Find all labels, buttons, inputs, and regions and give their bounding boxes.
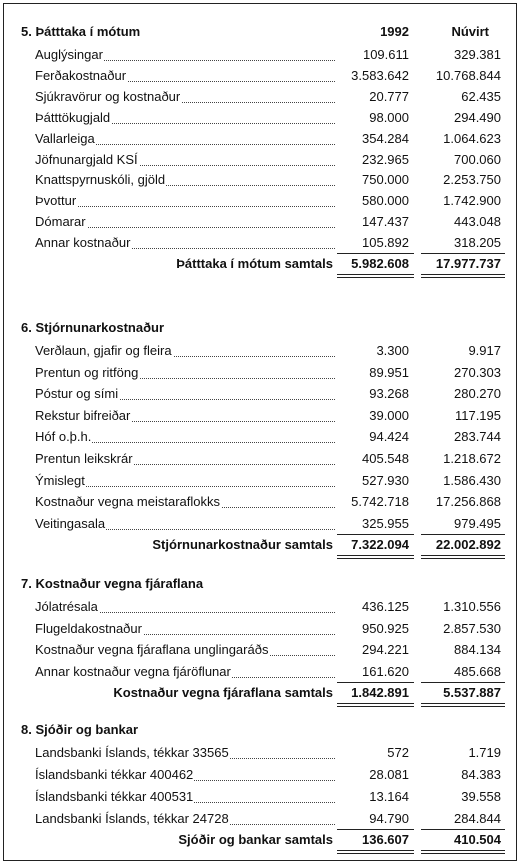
line-item-label: Flugeldakostnaður	[35, 621, 142, 636]
line-item-row	[4, 765, 516, 785]
value-current: 1.586.430	[443, 473, 501, 488]
value-1992: 89.951	[369, 365, 409, 380]
section-heading: 6. Stjórnunarkostnaður	[21, 320, 165, 335]
total-value-1992: 5.982.608	[351, 256, 409, 271]
line-item-row	[4, 108, 516, 128]
section-total-row	[4, 254, 516, 274]
line-item-label-wrap	[35, 150, 335, 170]
value-current: 270.303	[454, 365, 501, 380]
line-item-row	[4, 87, 516, 107]
total-double-rule	[421, 850, 505, 854]
value-1992: 294.221	[362, 642, 409, 657]
section-header	[4, 22, 516, 42]
line-item-label: Veitingasala	[35, 516, 106, 531]
total-double-rule	[337, 274, 414, 278]
line-item-row	[4, 492, 516, 512]
line-item-row	[4, 233, 516, 253]
value-current: 443.048	[454, 214, 501, 229]
line-item-row	[4, 640, 516, 660]
line-item-label: Landsbanki Íslands, tékkar 33565	[35, 745, 229, 760]
value-1992: 109.611	[362, 47, 409, 62]
value-1992: 572	[387, 745, 409, 760]
line-item-row	[4, 471, 516, 491]
line-item-label: Landsbanki Íslands, tékkar 24728	[35, 811, 229, 826]
total-value-current: 5.537.887	[443, 685, 501, 700]
total-value-1992: 1.842.891	[351, 685, 409, 700]
value-current: 2.253.750	[443, 172, 501, 187]
line-item-label: Dómarar	[35, 214, 86, 229]
column-header-current: Núvirt	[451, 24, 489, 39]
value-1992: 580.000	[362, 193, 409, 208]
value-current: 283.744	[454, 429, 501, 444]
line-item-row	[4, 427, 516, 447]
line-item-label: Kostnaður vegna meistaraflokks	[35, 494, 220, 509]
line-item-label: Hóf o.þ.h.	[35, 429, 92, 444]
total-double-rule	[337, 850, 414, 854]
line-item-label: Vallarleiga	[35, 131, 95, 146]
line-item-label-wrap	[35, 341, 335, 361]
line-item-row	[4, 66, 516, 86]
value-current: 62.435	[461, 89, 501, 104]
line-item-row	[4, 597, 516, 617]
value-current: 329.381	[454, 47, 501, 62]
total-double-rule	[421, 274, 505, 278]
line-item-row	[4, 363, 516, 383]
value-1992: 354.284	[362, 131, 409, 146]
line-item-row	[4, 170, 516, 190]
line-item-label-wrap	[35, 212, 335, 232]
line-item-label: Þátttökugjald	[35, 110, 111, 125]
value-current: 284.844	[454, 811, 501, 826]
total-double-rule	[421, 703, 505, 707]
dot-leader	[35, 206, 335, 207]
section-heading: 5. Þátttaka í mótum	[21, 24, 141, 39]
value-1992: 3.300	[376, 343, 409, 358]
line-item-label-wrap	[35, 787, 335, 807]
column-header-1992: 1992	[380, 24, 409, 39]
value-1992: 13.164	[369, 789, 409, 804]
value-1992: 325.955	[362, 516, 409, 531]
value-1992: 161.620	[362, 664, 409, 679]
line-item-label-wrap	[35, 449, 335, 469]
line-item-label-wrap	[35, 406, 335, 426]
line-item-label-wrap	[35, 191, 335, 211]
value-current: 280.270	[454, 386, 501, 401]
value-1992: 147.437	[362, 214, 409, 229]
line-item-label: Póstur og sími	[35, 386, 119, 401]
section-header	[4, 720, 516, 740]
total-label: Sjóðir og bankar samtals	[178, 832, 333, 847]
line-item-label-wrap	[35, 363, 335, 383]
line-item-label: Knattspyrnuskóli, gjöld	[35, 172, 166, 187]
line-item-row	[4, 406, 516, 426]
line-item-label: Sjúkravörur og kostnaður	[35, 89, 181, 104]
value-1992: 405.548	[362, 451, 409, 466]
value-1992: 105.892	[362, 235, 409, 250]
value-current: 1.719	[468, 745, 501, 760]
line-item-label-wrap	[35, 427, 335, 447]
line-item-row	[4, 129, 516, 149]
value-1992: 527.930	[362, 473, 409, 488]
value-1992: 3.583.642	[351, 68, 409, 83]
line-item-label-wrap	[35, 471, 335, 491]
line-item-label: Kostnaður vegna fjáraflana unglingaráðs	[35, 642, 269, 657]
financial-statement-table	[3, 3, 517, 861]
value-current: 39.558	[461, 789, 501, 804]
line-item-label-wrap	[35, 170, 335, 190]
section-total-row	[4, 683, 516, 703]
total-value-current: 410.504	[454, 832, 501, 847]
line-item-row	[4, 384, 516, 404]
line-item-label-wrap	[35, 45, 335, 65]
total-value-current: 22.002.892	[435, 537, 501, 552]
total-label: Stjórnunarkostnaður samtals	[152, 537, 333, 552]
value-current: 700.060	[454, 152, 501, 167]
line-item-label-wrap	[35, 492, 335, 512]
line-item-label-wrap	[35, 809, 335, 829]
line-item-label-wrap	[35, 514, 335, 534]
value-1992: 750.000	[362, 172, 409, 187]
value-1992: 94.424	[369, 429, 409, 444]
line-item-row	[4, 150, 516, 170]
line-item-row	[4, 45, 516, 65]
line-item-label-wrap	[35, 597, 335, 617]
value-1992: 39.000	[369, 408, 409, 423]
line-item-label: Ferðakostnaður	[35, 68, 127, 83]
value-current: 1.742.900	[443, 193, 501, 208]
total-double-rule	[337, 555, 414, 559]
line-item-label: Prentun leikskrár	[35, 451, 133, 466]
line-item-label: Jöfnunargjald KSÍ	[35, 152, 138, 167]
line-item-row	[4, 662, 516, 682]
value-current: 979.495	[454, 516, 501, 531]
line-item-row	[4, 341, 516, 361]
line-item-label-wrap	[35, 743, 335, 763]
total-value-current: 17.977.737	[435, 256, 501, 271]
total-value-1992: 7.322.094	[351, 537, 409, 552]
value-1992: 232.965	[362, 152, 409, 167]
line-item-label-wrap	[35, 108, 335, 128]
line-item-label: Ýmislegt	[35, 473, 85, 488]
line-item-row	[4, 449, 516, 469]
section-header	[4, 574, 516, 594]
line-item-label-wrap	[35, 87, 335, 107]
line-item-row	[4, 514, 516, 534]
value-1992: 5.742.718	[351, 494, 409, 509]
line-item-label: Annar kostnaður	[35, 235, 131, 250]
value-current: 2.857.530	[443, 621, 501, 636]
value-current: 485.668	[454, 664, 501, 679]
line-item-label: Verðlaun, gjafir og fleira	[35, 343, 172, 358]
total-double-rule	[337, 703, 414, 707]
line-item-label-wrap	[35, 384, 335, 404]
value-current: 294.490	[454, 110, 501, 125]
line-item-row	[4, 743, 516, 763]
value-current: 9.917	[468, 343, 501, 358]
section-header	[4, 318, 516, 338]
line-item-label-wrap	[35, 233, 335, 253]
value-1992: 93.268	[369, 386, 409, 401]
line-item-label-wrap	[35, 619, 335, 639]
value-current: 84.383	[461, 767, 501, 782]
value-current: 1.064.623	[443, 131, 501, 146]
value-current: 318.205	[454, 235, 501, 250]
line-item-row	[4, 191, 516, 211]
value-1992: 950.925	[362, 621, 409, 636]
total-label: Þátttaka í mótum samtals	[176, 256, 333, 271]
line-item-row	[4, 212, 516, 232]
total-double-rule	[421, 555, 505, 559]
line-item-label-wrap	[35, 662, 335, 682]
line-item-label-wrap	[35, 66, 335, 86]
value-current: 117.195	[454, 408, 501, 423]
section-heading: 7. Kostnaður vegna fjáraflana	[21, 576, 204, 591]
line-item-label: Íslandsbanki tékkar 400531	[35, 789, 194, 804]
line-item-label: Annar kostnaður vegna fjáröflunar	[35, 664, 231, 679]
value-current: 884.134	[454, 642, 501, 657]
line-item-label-wrap	[35, 640, 335, 660]
section-heading: 8. Sjóðir og bankar	[21, 722, 139, 737]
line-item-row	[4, 787, 516, 807]
line-item-row	[4, 619, 516, 639]
line-item-label: Íslandsbanki tékkar 400462	[35, 767, 194, 782]
value-current: 10.768.844	[435, 68, 501, 83]
line-item-label: Þvottur	[35, 193, 77, 208]
value-current: 1.218.672	[443, 451, 501, 466]
value-1992: 94.790	[369, 811, 409, 826]
value-current: 1.310.556	[443, 599, 501, 614]
total-value-1992: 136.607	[362, 832, 409, 847]
line-item-label-wrap	[35, 129, 335, 149]
line-item-label-wrap	[35, 765, 335, 785]
line-item-label: Auglýsingar	[35, 47, 103, 62]
line-item-label: Jólatrésala	[35, 599, 98, 614]
line-item-row	[4, 809, 516, 829]
value-1992: 436.125	[362, 599, 409, 614]
value-1992: 98.000	[369, 110, 409, 125]
section-total-row	[4, 830, 516, 850]
line-item-label: Prentun og ritföng	[35, 365, 139, 380]
value-1992: 28.081	[369, 767, 409, 782]
section-total-row	[4, 535, 516, 555]
value-current: 17.256.868	[435, 494, 501, 509]
total-label: Kostnaður vegna fjáraflana samtals	[113, 685, 333, 700]
line-item-label: Rekstur bifreiðar	[35, 408, 131, 423]
value-1992: 20.777	[369, 89, 409, 104]
